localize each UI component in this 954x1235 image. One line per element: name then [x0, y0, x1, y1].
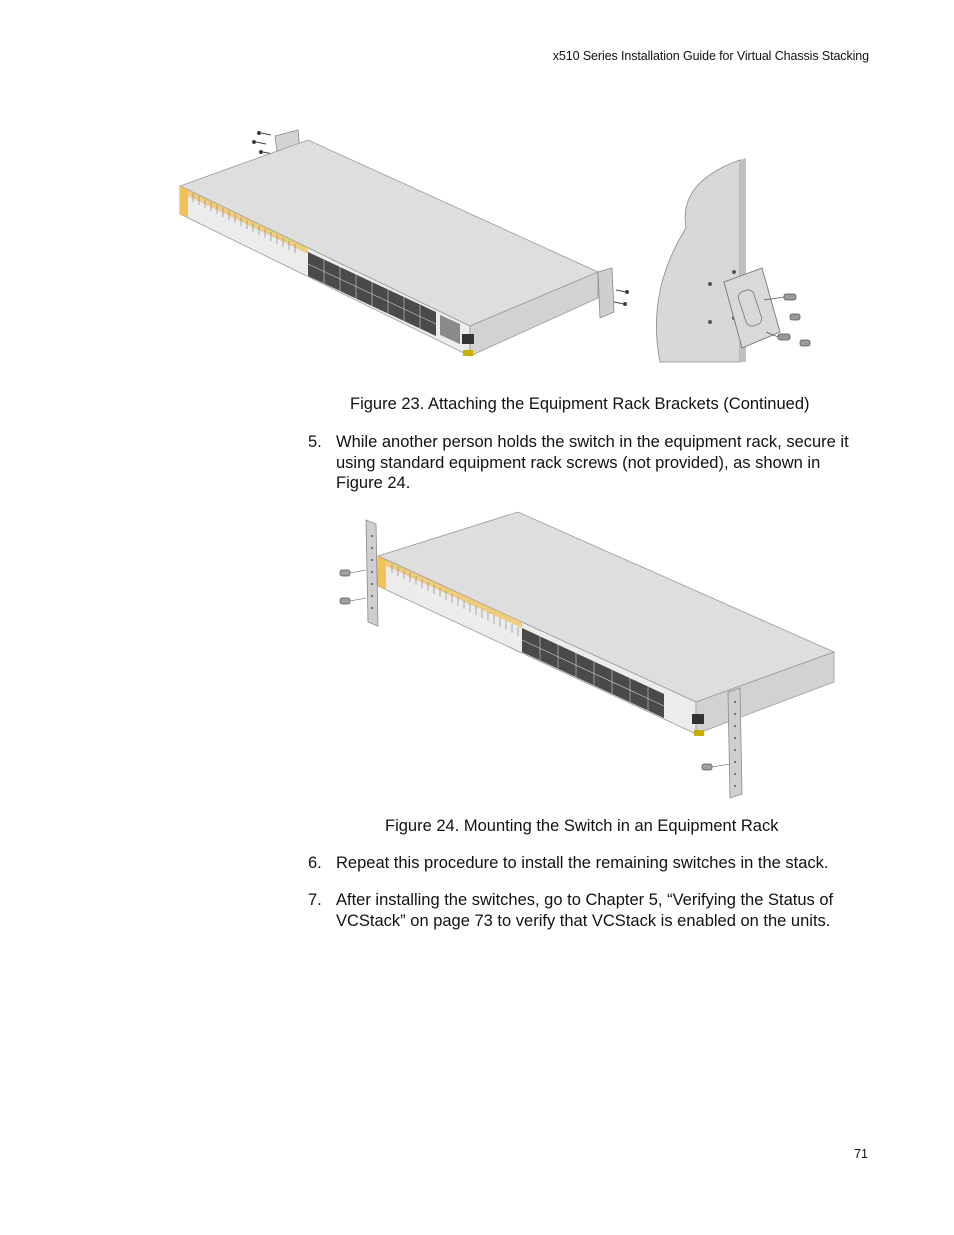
figure-24-caption: Figure 24. Mounting the Switch in an Equipment Rack	[385, 817, 779, 835]
figure-23-illustration	[168, 122, 828, 374]
zoom-inset	[656, 160, 740, 362]
bracket-icon	[598, 268, 614, 318]
step-text: After installing the switches, go to Chapter 5, “Verifying the Status of VCStack” on page 73 to verify that VCStack is enabled on the units.	[336, 891, 834, 930]
screw-icon	[340, 570, 350, 604]
step-number: 7.	[308, 891, 322, 909]
switch-bracket-illustration	[168, 122, 828, 374]
screw-icon	[702, 764, 712, 770]
step-text: While another person holds the switch in the equipment rack, secure it using standard equipment rack screws (not provided), as shown in Figure 24.	[336, 433, 849, 492]
step-number: 5.	[308, 433, 322, 451]
step-text: Repeat this procedure to install the remaining switches in the stack.	[336, 854, 829, 872]
figure-23-caption: Figure 23. Attaching the Equipment Rack Brackets (Continued)	[350, 395, 810, 413]
screw-icon	[614, 290, 629, 306]
rack-mount-illustration	[334, 506, 844, 798]
step-number: 6.	[308, 854, 322, 872]
screw-icon	[778, 294, 810, 346]
figure-24-illustration	[334, 506, 844, 798]
page-number: 71	[854, 1147, 868, 1161]
screw-icon	[253, 132, 274, 155]
rack-rail-right	[728, 688, 742, 798]
running-header: x510 Series Installation Guide for Virtual Chassis Stacking	[552, 49, 869, 63]
